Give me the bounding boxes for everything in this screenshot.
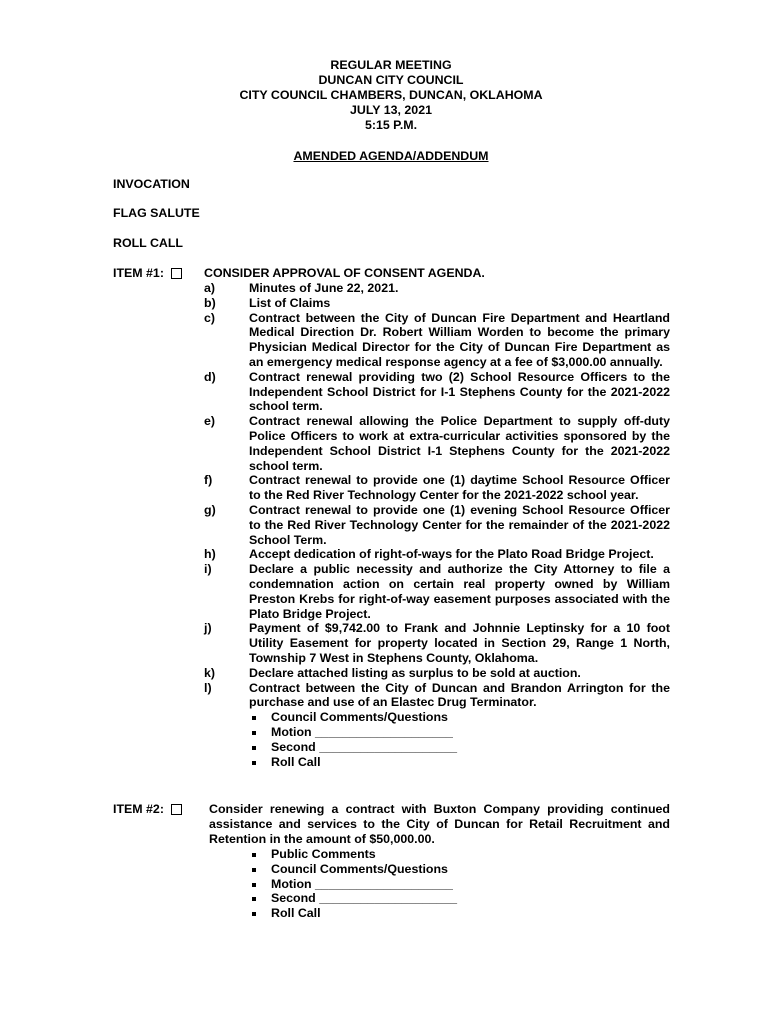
- list-item: [204, 666, 670, 681]
- bullet-icon: [249, 740, 271, 755]
- bullet-text: Roll Call: [271, 754, 321, 769]
- subitem-text: Declare attached listing as surplus to be sold at auction.: [249, 665, 581, 680]
- item1-subitem-list: [204, 281, 670, 769]
- bullet-icon: [249, 891, 271, 906]
- subitem-text: Contract renewal to provide one (1) evening School Resource Officer to the Red River Technology Center for the remainder of the 2021-2022 School Term.: [249, 502, 670, 547]
- agenda-title: AMENDED AGENDA/ADDENDUM: [293, 149, 489, 163]
- subitem-letter: k): [204, 665, 216, 680]
- list-item: [249, 740, 670, 755]
- bullet-text: Council Comments/Questions: [271, 710, 448, 725]
- list-item: [204, 311, 670, 370]
- bullet-icon: [249, 847, 271, 862]
- subitem-text: Contract between the City of Duncan and Brandon Arrington for the purchase and use of an Elastec Drug Terminator.: [249, 680, 670, 710]
- item1-label-row: [113, 266, 182, 281]
- subitem-letter: e): [204, 414, 216, 429]
- list-item: [249, 755, 670, 770]
- meeting-date: JULY 13, 2021: [350, 103, 432, 117]
- flag-salute-heading: FLAG SALUTE: [113, 206, 200, 220]
- meeting-type: REGULAR MEETING: [330, 58, 452, 72]
- meeting-location: CITY COUNCIL CHAMBERS, DUNCAN, OKLAHOMA: [239, 88, 543, 102]
- item1-title: CONSIDER APPROVAL OF CONSENT AGENDA.: [204, 266, 485, 280]
- bullet-icon: [249, 710, 271, 725]
- subitem-text: Accept dedication of right-of-ways for the Plato Road Bridge Project.: [249, 547, 654, 562]
- list-item: [249, 847, 457, 862]
- subitem-letter: l): [204, 680, 212, 695]
- item1-label: ITEM #1:: [113, 266, 164, 280]
- subitem-letter: j): [204, 621, 212, 636]
- list-item: [249, 906, 457, 921]
- bullet-text: Second ____________________: [271, 739, 458, 754]
- list-item: [249, 725, 670, 740]
- list-item: [249, 877, 457, 892]
- list-item: [204, 473, 670, 503]
- list-item: [249, 891, 457, 906]
- subitem-letter: g): [204, 502, 216, 517]
- item2-label: ITEM #2:: [113, 802, 164, 816]
- bullet-text: Roll Call: [271, 906, 321, 921]
- list-item: [204, 621, 670, 665]
- subitem-text: List of Claims: [249, 295, 331, 310]
- bullet-icon: [249, 877, 271, 892]
- council-name: DUNCAN CITY COUNCIL: [318, 73, 464, 87]
- meeting-header: [0, 58, 770, 133]
- subitem-letter: a): [204, 281, 216, 295]
- subitem-text: Minutes of June 22, 2021.: [249, 281, 399, 295]
- meeting-time: 5:15 P.M.: [364, 118, 418, 132]
- subitem-text: Contract renewal to provide one (1) daytime School Resource Officer to the Red River Technology Center for the 2021-2022 school year.: [249, 473, 670, 503]
- invocation-heading: INVOCATION: [113, 177, 190, 191]
- item2-label-row: [113, 802, 182, 817]
- subitem-letter: d): [204, 369, 216, 384]
- subitem-letter: i): [204, 562, 212, 577]
- list-item: [204, 503, 670, 547]
- item2-description: Consider renewing a contract with Buxton Company providing continued assistance and services to the City of Duncan for Retail Recruitment and Retention in the amount of $50,000.00.: [209, 802, 670, 846]
- list-item: [204, 370, 670, 414]
- bullet-icon: [249, 755, 271, 770]
- roll-call-heading: ROLL CALL: [113, 236, 183, 250]
- bullet-text: Council Comments/Questions: [271, 861, 448, 876]
- subitem-letter: c): [204, 310, 216, 325]
- list-item: [204, 281, 670, 296]
- subitem-text: Payment of $9,742.00 to Frank and Johnnie Leptinsky for a 10 foot Utility Easement for property located in Section 29, Range 1 North, Township 7 West in Stephens County, Oklahoma.: [249, 621, 670, 665]
- bullet-icon: [249, 725, 271, 740]
- subitem-text: Contract between the City of Duncan Fire Department and Heartland Medical Direction Dr. Robert William Worden to become the primary Physician Medical Director for the City of Duncan Fire Department as an emergency medical response agency at a fee of $3,000.00 annually.: [249, 310, 670, 369]
- list-item: [204, 547, 670, 562]
- item1-action-list: [249, 710, 670, 769]
- list-item: [204, 296, 670, 311]
- subitem-text: Contract renewal providing two (2) School Resource Officers to the Independent School District for I-1 Stephens County for the 2021-2022 school term.: [249, 369, 670, 414]
- list-item: [204, 414, 670, 473]
- subitem-letter: h): [204, 547, 216, 562]
- list-item: [249, 710, 670, 725]
- bullet-text: Second ____________________: [271, 891, 458, 906]
- item1-checkbox[interactable]: [171, 268, 182, 279]
- bullet-text: Public Comments: [271, 847, 376, 861]
- subitem-text: Declare a public necessity and authorize the City Attorney to file a condemnation action on certain real property owned by William Preston Krebs for right-of-way easement purposes associated with the Plato Bridge Project.: [249, 562, 670, 621]
- bullet-icon: [249, 906, 271, 921]
- list-item: [249, 862, 457, 877]
- bullet-text: Motion ____________________: [271, 724, 453, 739]
- subitem-text: Contract renewal allowing the Police Department to supply off-duty Police Officers to work at extra-curricular activities sponsored by the Independent School District I-1 Stephens County for the 2021-2022 school term.: [249, 414, 670, 473]
- list-item: [204, 562, 670, 621]
- bullet-text: Motion ____________________: [271, 876, 453, 891]
- item2-action-list: [249, 847, 457, 921]
- list-item: [204, 681, 670, 711]
- bullet-icon: [249, 862, 271, 877]
- subitem-letter: f): [204, 473, 213, 488]
- subitem-letter: b): [204, 295, 216, 310]
- item2-checkbox[interactable]: [171, 804, 182, 815]
